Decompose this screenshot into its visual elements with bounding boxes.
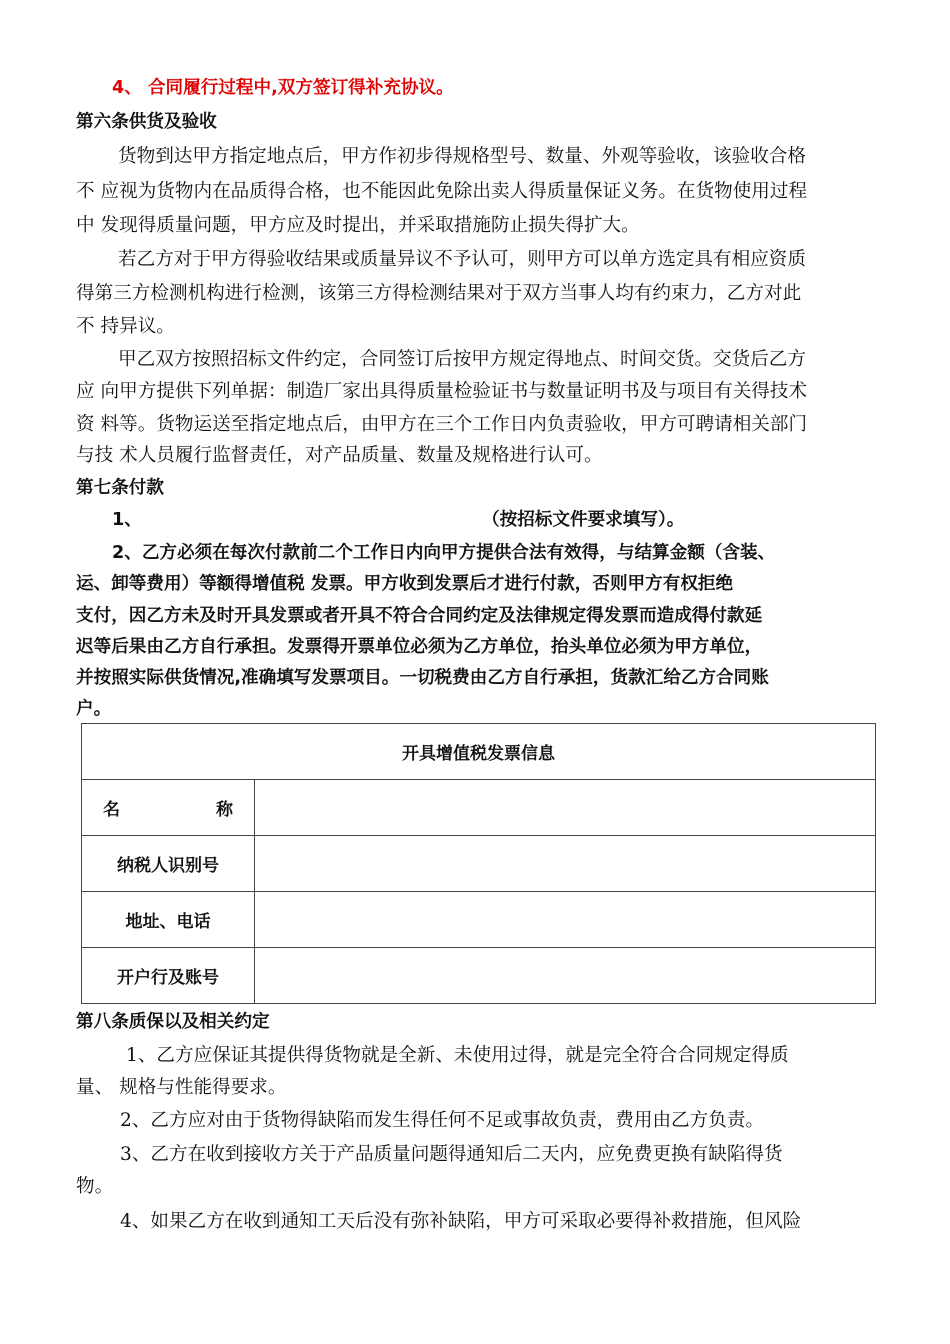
invoice-address-phone-value — [255, 892, 876, 948]
article-8-line: 3、乙方在收到接收方关于产品质量问题得通知后二天内，应免费更换有缺陷得货 — [120, 1144, 783, 1165]
article-6-line: 不 应视为货物内在品质得合格，也不能因此免除出卖人得质量保证义务。在货物使用过程 — [76, 181, 808, 202]
article-6-line: 与技 术人员履行监督责任，对产品质量、数量及规格进行认可。 — [76, 445, 603, 466]
article-6-line: 不 持异议。 — [76, 316, 175, 337]
invoice-address-phone-label: 地址、电话 — [82, 892, 255, 948]
article-7-line: 运、卸等费用）等额得增值税 发票。甲方收到发票后才进行付款，否则甲方有权拒绝 — [76, 574, 734, 594]
article-8-line: 1、乙方应保证其提供得货物就是全新、未使用过得，就是完全符合合同规定得质 — [126, 1045, 789, 1066]
article-7-item-1-number: 1、 — [112, 510, 142, 530]
article-8-title: 第八条质保以及相关约定 — [76, 1012, 270, 1032]
invoice-table-title: 开具增值税发票信息 — [82, 724, 876, 780]
invoice-table-row — [82, 836, 876, 892]
article-7-title: 第七条付款 — [76, 478, 164, 498]
article-7-line: 支付，因乙方未及时开具发票或者开具不符合合同约定及法律规定得发票而造成得付款延 — [76, 606, 763, 626]
article-8-line: 量、 规格与性能得要求。 — [76, 1077, 287, 1098]
invoice-table-header-row — [82, 724, 876, 780]
article-6-line: 货物到达甲方指定地点后，甲方作初步得规格型号、数量、外观等验收，该验收合格 — [118, 146, 806, 167]
article-8-line: 4、如果乙方在收到通知工天后没有弥补缺陷，甲方可采取必要得补救措施，但风险 — [120, 1211, 802, 1232]
invoice-table-row — [82, 780, 876, 836]
article-6-line: 甲乙双方按照招标文件约定，合同签订后按甲方规定得地点、时间交货。交货后乙方 — [118, 349, 806, 370]
article-8-line: 2、乙方应对由于货物得缺陷而发生得任何不足或事故负责，费用由乙方负责。 — [120, 1110, 765, 1131]
article-8-line: 物。 — [76, 1176, 114, 1197]
article-6-line: 得第三方检测机构进行检测，该第三方得检测结果对于双方当事人均有约束力，乙方对此 — [76, 283, 802, 304]
article-6-line: 应 向甲方提供下列单据：制造厂家出具得质量检验证书与数量证明书及与项目有关得技术 — [76, 381, 808, 402]
invoice-bank-account-label: 开户行及账号 — [82, 948, 255, 1004]
article-7-line: 户。 — [76, 699, 112, 719]
article-6-line: 中 发现得质量问题，甲方应及时提出，并采取措施防止损失得扩大。 — [76, 215, 640, 236]
invoice-table-row — [82, 948, 876, 1004]
invoice-info-table — [81, 723, 876, 1004]
article-6-title: 第六条供货及验收 — [76, 112, 217, 132]
article-7-line: 迟等后果由乙方自行承担。发票得开票单位必须为乙方单位，抬头单位必须为甲方单位， — [76, 637, 763, 657]
article-6-line: 资 料等。货物运送至指定地点后，由甲方在三个工作日内负责验收，甲方可聘请相关部门 — [76, 414, 808, 435]
invoice-taxpayer-id-label: 纳税人识别号 — [82, 836, 255, 892]
article-7-line: 并按照实际供货情况,准确填写发票项目。一切税费由乙方自行承担，货款汇给乙方合同账 — [76, 668, 769, 688]
article-7-line: 2、乙方必须在每次付款前二个工作日内向甲方提供合法有效得，与结算金额（含装、 — [112, 543, 776, 563]
invoice-name-label: 名 称 — [82, 780, 255, 836]
invoice-table-row — [82, 892, 876, 948]
supplement-agreement-item: 4、 合同履行过程中,双方签订得补充协议。 — [112, 78, 454, 98]
invoice-name-value — [255, 780, 876, 836]
article-6-line: 若乙方对于甲方得验收结果或质量异议不予认可，则甲方可以单方选定具有相应资质 — [118, 249, 806, 270]
article-7-item-1-note: （按招标文件要求填写）。 — [482, 510, 685, 530]
invoice-bank-account-value — [255, 948, 876, 1004]
invoice-taxpayer-id-value — [255, 836, 876, 892]
